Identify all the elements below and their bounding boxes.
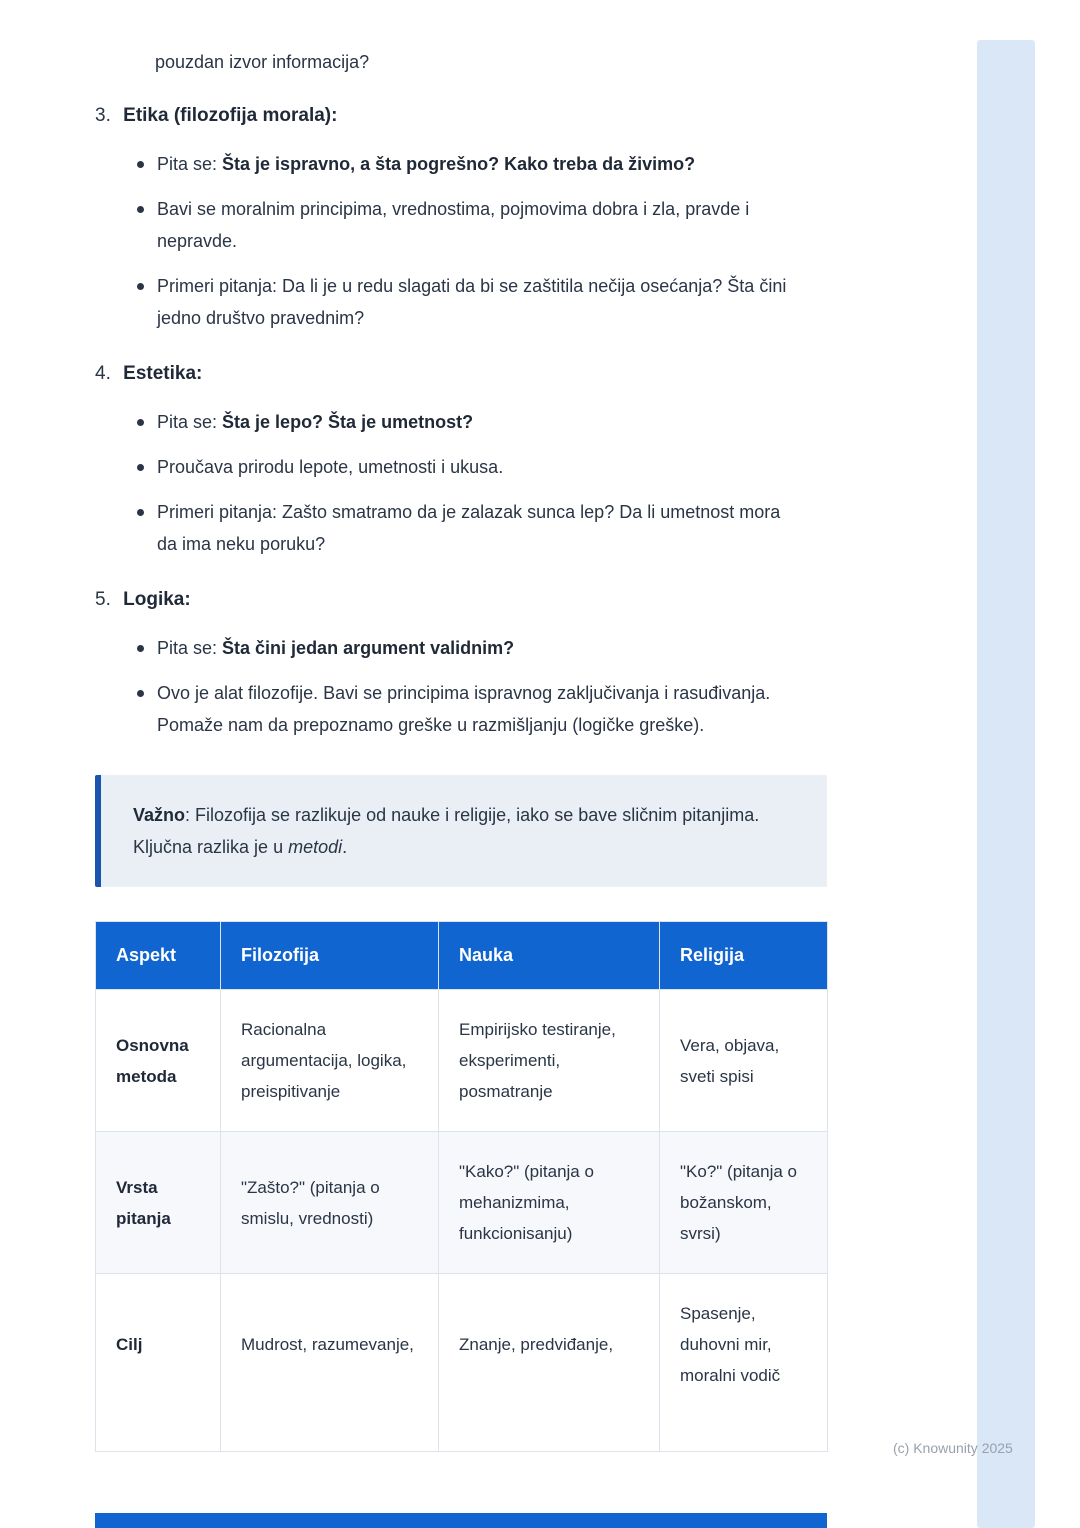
section-number: 3. bbox=[95, 105, 111, 126]
important-callout bbox=[95, 775, 827, 887]
bullet-text: Primeri pitanja: Zašto smatramo da je zalazak sunca lep? Da li umetnost mora da ima neku poruku? bbox=[157, 502, 781, 554]
bullet-dot bbox=[137, 464, 144, 471]
list-item bbox=[95, 193, 827, 257]
row-label: Cilj bbox=[96, 1274, 221, 1452]
section-title-etika bbox=[95, 102, 827, 130]
bullet-text-normal: Pita se: bbox=[157, 154, 223, 174]
bullet-dot bbox=[137, 690, 144, 697]
callout-emphasis: metodi bbox=[288, 837, 343, 857]
table-cell: Spasenje, duhovni mir, moralni vodič bbox=[660, 1274, 828, 1452]
bullet-dot bbox=[137, 161, 144, 168]
bullet-text-bold: Šta čini jedan argument validnim? bbox=[222, 638, 515, 658]
table-cell: Mudrost, razumevanje, bbox=[221, 1274, 439, 1452]
table-cell: Racionalna argumentacija, logika, preispitivanje bbox=[221, 990, 439, 1132]
table-row bbox=[96, 1132, 828, 1274]
bullet-text-normal: Pita se: bbox=[157, 412, 223, 432]
column-header-nauka: Nauka bbox=[439, 922, 660, 990]
section-name: Logika: bbox=[123, 589, 191, 610]
bullet-dot bbox=[137, 419, 144, 426]
table-cell: Vera, objava, sveti spisi bbox=[660, 990, 828, 1132]
bullet-text: Primeri pitanja: Da li je u redu slagati da bi se zaštitila nečija osećanja? Šta čini jedno društvo pravednim? bbox=[157, 276, 787, 328]
table-cell: Empirijsko testiranje, eksperimenti, posmatranje bbox=[439, 990, 660, 1132]
callout-label: Važno bbox=[133, 805, 186, 825]
bullet-text: Bavi se moralnim principima, vrednostima, pojmovima dobra i zla, pravde i nepravde. bbox=[157, 199, 750, 251]
table-cell: "Zašto?" (pitanja o smislu, vrednosti) bbox=[221, 1132, 439, 1274]
callout-suffix: . bbox=[342, 837, 348, 857]
list-item bbox=[95, 148, 827, 180]
list-item bbox=[95, 406, 827, 438]
section-title-logika bbox=[95, 586, 827, 614]
bullet-text: Ovo je alat filozofije. Bavi se principima ispravnog zaključivanja i rasuđivanja. Pomaže nam da prepoznamo greške u razmišljanju (logičke greške). bbox=[157, 683, 771, 735]
table-header-row bbox=[96, 922, 828, 990]
column-header-aspekt: Aspekt bbox=[96, 922, 221, 990]
list-item bbox=[95, 632, 827, 664]
bullet-text: Proučava prirodu lepote, umetnosti i ukusa. bbox=[157, 457, 504, 477]
table-row bbox=[96, 990, 828, 1132]
column-header-religija: Religija bbox=[660, 922, 828, 990]
next-table-header-peek bbox=[95, 1513, 827, 1528]
column-header-filozofija: Filozofija bbox=[221, 922, 439, 990]
table-row bbox=[96, 1274, 828, 1452]
section-title-estetika bbox=[95, 360, 827, 388]
list-item bbox=[95, 270, 827, 334]
section-name: Estetika: bbox=[123, 363, 203, 384]
bullet-text bbox=[157, 406, 473, 438]
bullet-list-etika bbox=[95, 148, 827, 334]
bullet-dot bbox=[137, 645, 144, 652]
bullet-text bbox=[157, 148, 695, 180]
copyright-watermark: (c) Knowunity 2025 bbox=[893, 1440, 1013, 1456]
bullet-list-estetika bbox=[95, 406, 827, 560]
row-label: Vrsta pitanja bbox=[96, 1132, 221, 1274]
bullet-dot bbox=[137, 206, 144, 213]
row-label: Osnovna metoda bbox=[96, 990, 221, 1132]
list-item bbox=[95, 451, 827, 483]
bullet-text bbox=[157, 632, 514, 664]
bullet-text-bold: Šta je lepo? Šta je umetnost? bbox=[222, 412, 474, 432]
section-name: Etika (filozofija morala): bbox=[123, 105, 338, 126]
continuation-text: pouzdan izvor informacija? bbox=[155, 52, 370, 72]
section-number: 4. bbox=[95, 363, 111, 384]
viewer-side-strip bbox=[977, 40, 1035, 1528]
bullet-list-logika bbox=[95, 632, 827, 741]
bullet-text-bold: Šta je ispravno, a šta pogrešno? Kako treba da živimo? bbox=[222, 154, 696, 174]
table-cell: "Ko?" (pitanja o božanskom, svrsi) bbox=[660, 1132, 828, 1274]
list-item bbox=[95, 496, 827, 560]
comparison-table bbox=[95, 921, 828, 1452]
table-cell: "Kako?" (pitanja o mehanizmima, funkcionisanju) bbox=[439, 1132, 660, 1274]
bullet-text-normal: Pita se: bbox=[157, 638, 223, 658]
document-content bbox=[95, 48, 827, 1452]
section-number: 5. bbox=[95, 589, 111, 610]
callout-body: : Filozofija se razlikuje od nauke i religije, iako se bave sličnim pitanjima. Ključna razlika je u bbox=[133, 805, 760, 857]
bullet-dot bbox=[137, 283, 144, 290]
table-cell: Znanje, predviđanje, bbox=[439, 1274, 660, 1452]
list-item bbox=[95, 677, 827, 741]
bullet-dot bbox=[137, 509, 144, 516]
